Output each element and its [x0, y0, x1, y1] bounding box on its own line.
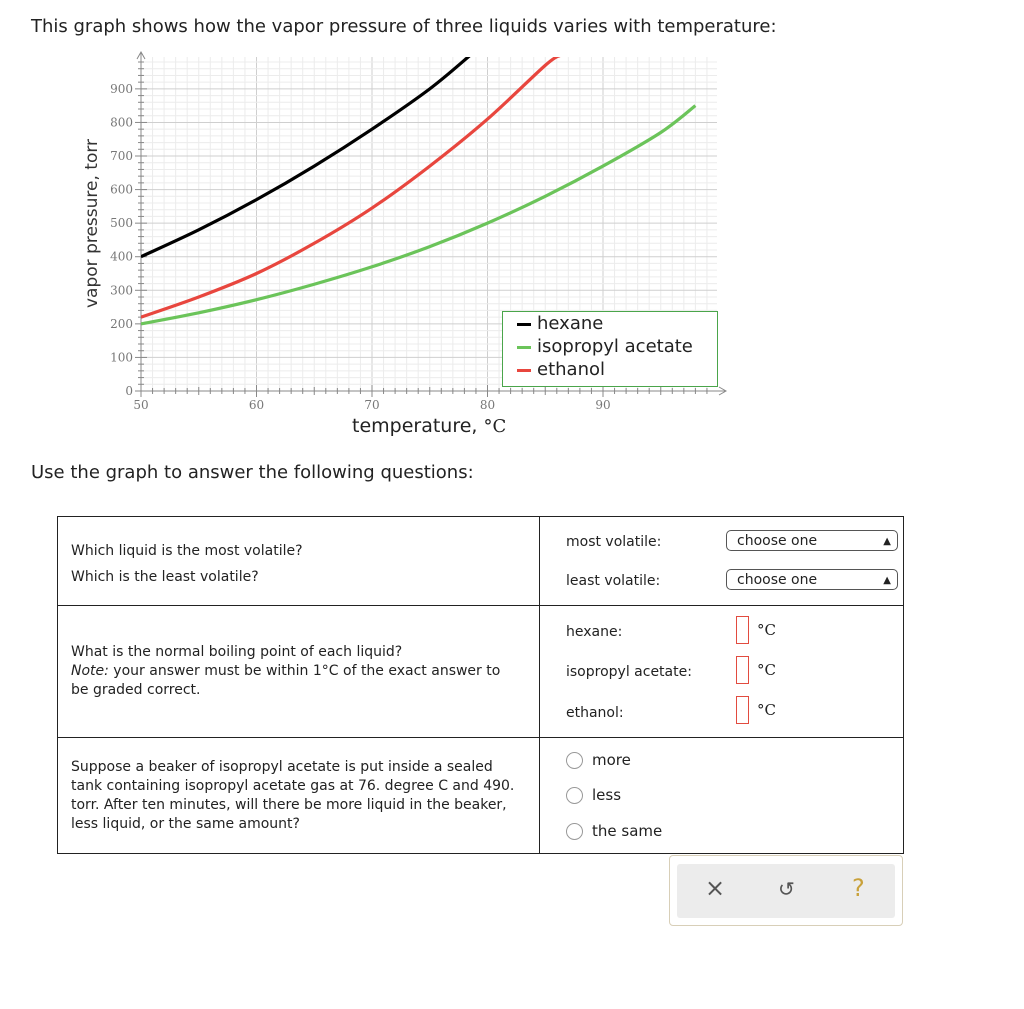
instructions-text: Use the graph to answer the following questions:: [31, 462, 474, 483]
chart-legend: [502, 311, 718, 387]
toolbar-inner: [677, 864, 895, 918]
answer-toolbar: [669, 855, 903, 926]
bp-label-isopropyl-acetate: isopropyl acetate:: [566, 664, 692, 680]
select-arrows-icon: ▲: [883, 575, 891, 586]
series-line-ethanol: [141, 55, 560, 317]
most-volatile-select-value: choose one: [737, 533, 818, 549]
option-less-label: less: [592, 786, 622, 804]
note-text: your answer must be within 1°C of the exact answer to be graded correct.: [71, 663, 501, 698]
y-tick-label: 100: [110, 350, 133, 365]
bp-input-hexane[interactable]: [736, 616, 749, 644]
y-tick-label: 400: [110, 249, 133, 264]
radio-less[interactable]: [566, 787, 583, 804]
y-tick-label: 300: [110, 283, 133, 298]
option-the-same-label: the same: [592, 822, 663, 840]
legend-swatch-ethanol: [517, 369, 531, 372]
y-axis-label: vapor pressure, torr: [82, 138, 102, 308]
x-tick-label: 60: [248, 398, 265, 412]
question-row-boiling-point: [58, 606, 904, 738]
bp-label-hexane: hexane:: [566, 624, 623, 640]
answer-volatility: [540, 517, 904, 606]
legend-label-isopropyl-acetate: isopropyl acetate: [537, 336, 693, 357]
x-tick-label: 70: [364, 398, 380, 412]
radio-the-same[interactable]: [566, 823, 583, 840]
y-tick-label: 900: [110, 81, 133, 96]
intro-text: This graph shows how the vapor pressure of three liquids varies with temperature:: [31, 16, 777, 37]
x-axis-label-unit: °C: [483, 416, 507, 437]
answer-equilibrium: [540, 738, 904, 854]
legend-item-ethanol: [517, 359, 605, 380]
legend-item-hexane: [517, 313, 603, 334]
select-arrows-icon: ▲: [883, 536, 891, 547]
question-equilibrium-text: Suppose a beaker of isopropyl acetate is put inside a sealed tank containing isopropyl acetate gas at 76. degree C and 490. torr. After ten minutes, will there be more liquid in the beaker, less liquid, or the same amount?: [58, 738, 540, 854]
bp-unit-ethanol: °C: [757, 701, 776, 719]
undo-button[interactable]: ↺: [778, 877, 795, 901]
question-boiling-point-text: [58, 606, 540, 738]
question-most-volatile: Which liquid is the most volatile?: [71, 542, 303, 559]
answer-boiling-point: [540, 606, 904, 738]
legend-label-hexane: hexane: [537, 313, 604, 334]
most-volatile-label: most volatile:: [566, 534, 662, 550]
bp-label-ethanol: ethanol:: [566, 705, 624, 721]
help-button[interactable]: ?: [852, 874, 865, 902]
least-volatile-select-value: choose one: [737, 572, 818, 588]
question-row-equilibrium: [58, 738, 904, 854]
clear-button[interactable]: ×: [705, 874, 726, 902]
question-volatility-text: [58, 517, 540, 606]
y-tick-label: 800: [110, 115, 133, 130]
radio-more[interactable]: [566, 752, 583, 769]
x-tick-label: 90: [595, 398, 611, 412]
bp-input-ethanol[interactable]: [736, 696, 749, 724]
legend-label-ethanol: ethanol: [537, 359, 605, 380]
bp-unit-hexane: °C: [757, 621, 776, 639]
most-volatile-select[interactable]: [726, 530, 898, 551]
questions-table: [57, 516, 904, 854]
legend-swatch-isopropyl-acetate: [517, 346, 531, 349]
question-least-volatile: Which is the least volatile?: [71, 568, 259, 585]
option-more-label: more: [592, 751, 631, 769]
bp-unit-isopropyl-acetate: °C: [757, 661, 776, 679]
question-boiling-point: What is the normal boiling point of each liquid?: [71, 644, 403, 660]
question-row-volatility: [58, 517, 904, 606]
legend-item-isopropyl-acetate: [517, 336, 693, 357]
least-volatile-select[interactable]: [726, 569, 898, 590]
x-tick-label: 50: [133, 398, 149, 412]
bp-input-isopropyl-acetate[interactable]: [736, 656, 749, 684]
y-tick-label: 700: [110, 149, 133, 164]
x-axis-label: [352, 415, 506, 437]
y-tick-label: 500: [110, 216, 133, 231]
legend-swatch-hexane: [517, 323, 531, 326]
x-axis-label-text: temperature,: [352, 415, 478, 437]
question-note: [71, 662, 519, 700]
y-tick-label: 600: [110, 182, 133, 197]
note-label: Note:: [71, 663, 109, 679]
y-tick-label: 0: [125, 384, 133, 398]
y-tick-label: 200: [110, 316, 133, 331]
least-volatile-label: least volatile:: [566, 573, 661, 589]
x-tick-label: 80: [479, 398, 496, 412]
